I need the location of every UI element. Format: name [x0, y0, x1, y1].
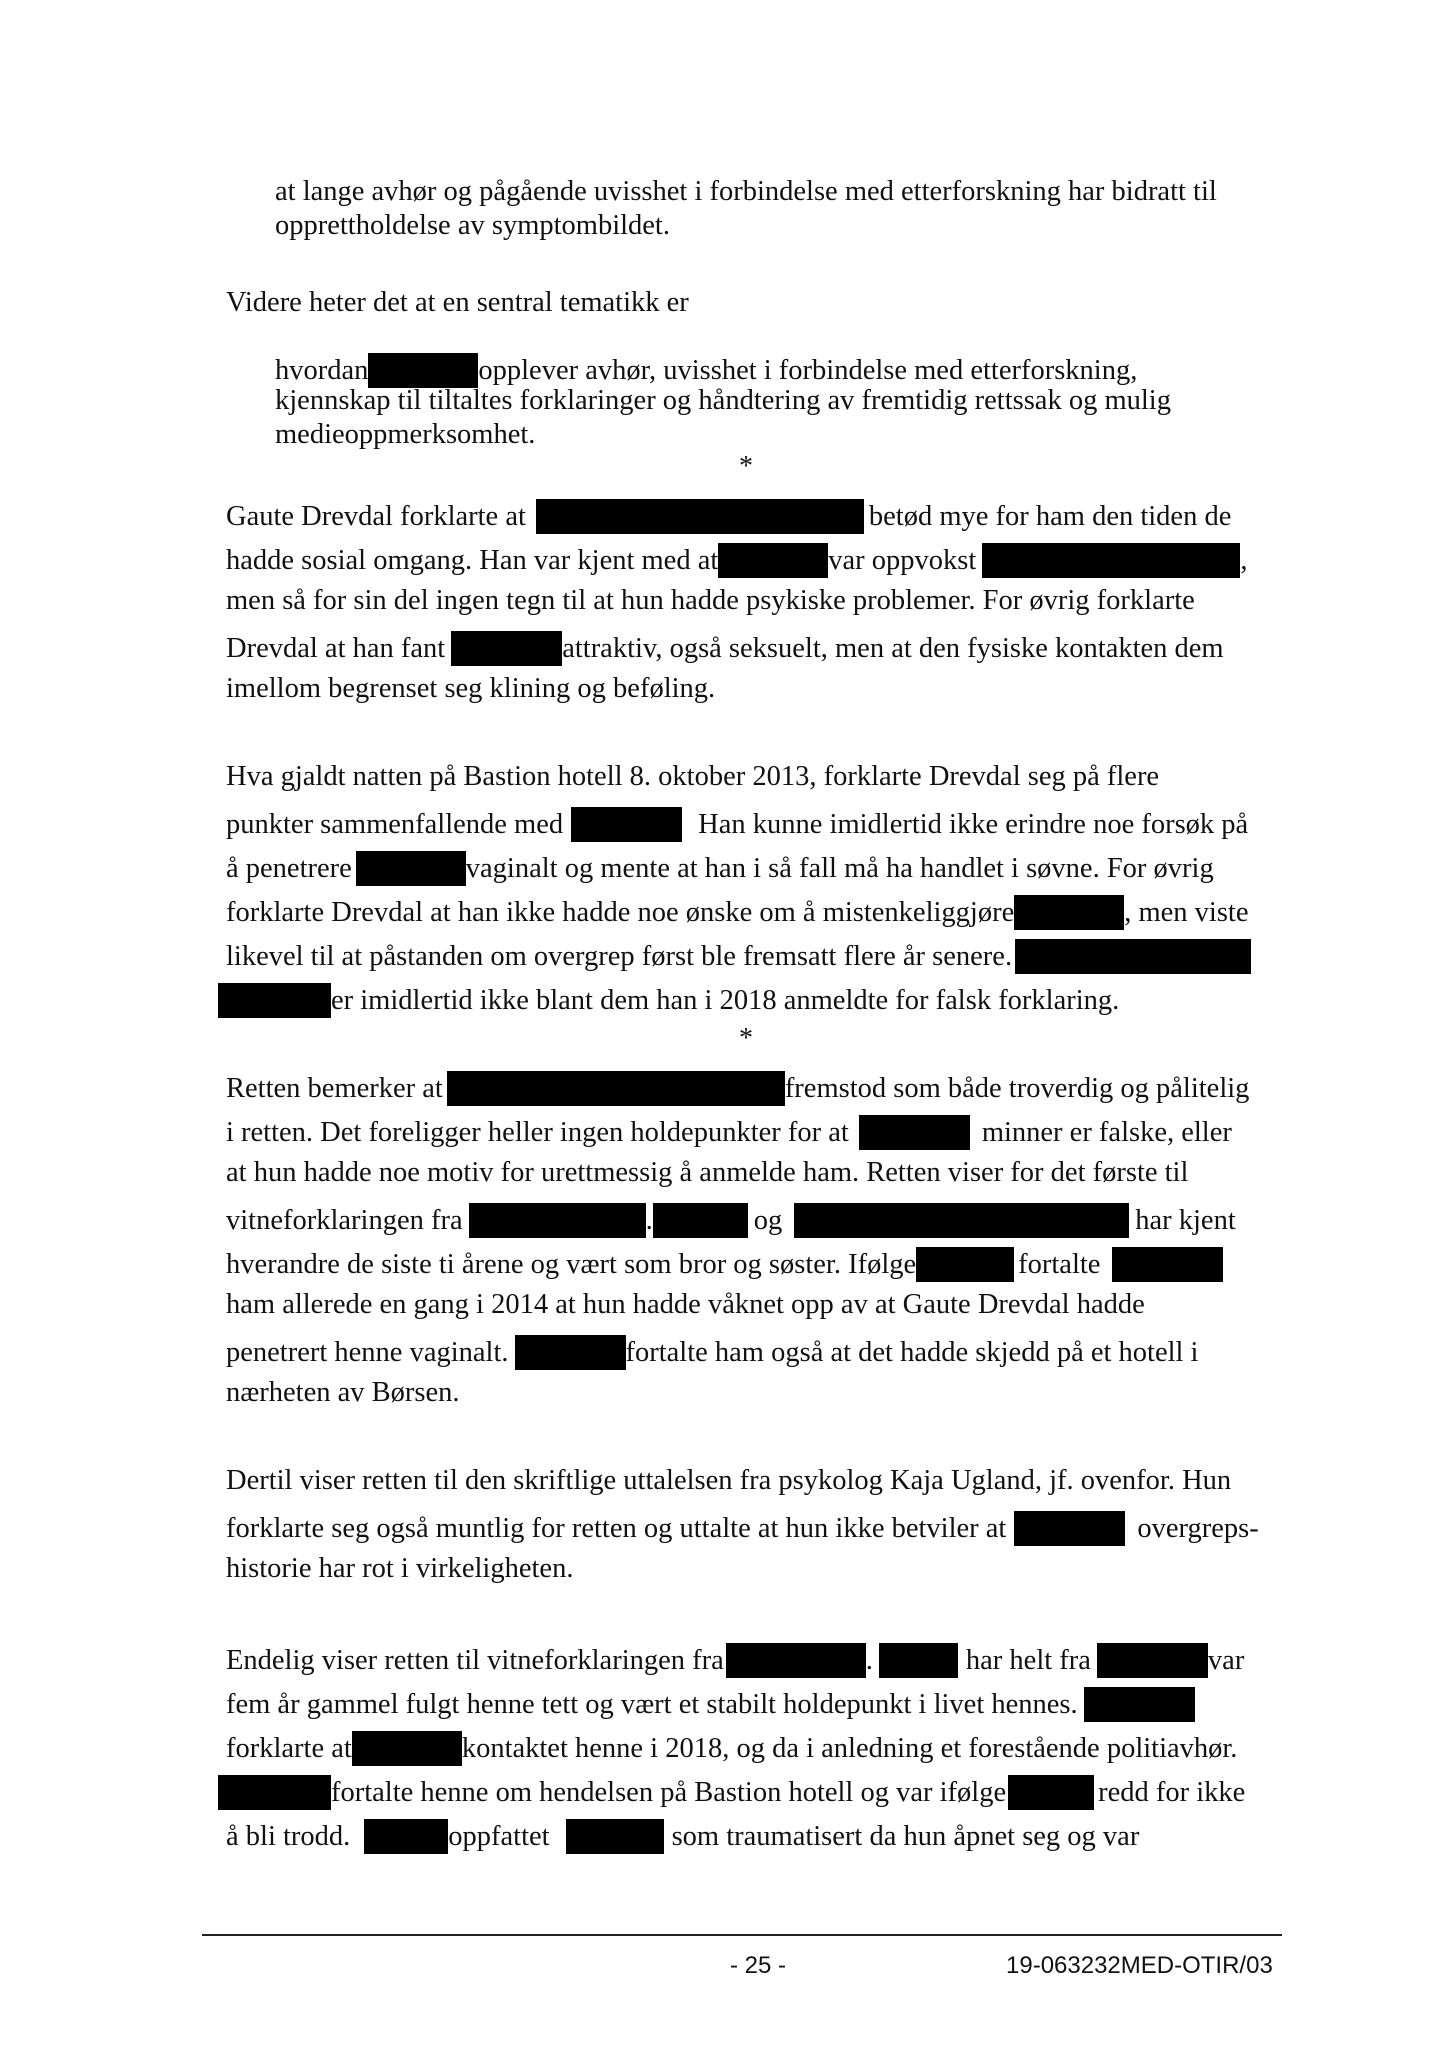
text-line: er imidlertid ikke blant dem han i 2018 anmeldte for falsk forklaring.	[218, 983, 1119, 1018]
text-line: historie har rot i virkeligheten.	[226, 1553, 574, 1584]
text-line: Drevdal at han fant attraktiv, også seksuelt, men at den fysiske kontakten dem	[226, 633, 1224, 664]
redaction-box	[536, 499, 864, 534]
redaction-box	[515, 1335, 626, 1370]
footer-rule	[202, 1934, 1282, 1936]
text-line: likevel til at påstanden om overgrep først ble fremsatt flere år senere.	[226, 939, 1251, 974]
text-line: forklarte at kontaktet henne i 2018, og da i anledning et forestående politiavhør.	[226, 1733, 1238, 1764]
text-line: penetrert henne vaginalt. fortalte ham også at det hadde skjedd på et hotell i	[226, 1337, 1199, 1368]
text-line: forklarte Drevdal at han ikke hadde noe ønske om å mistenkeliggjøre , men viste	[226, 897, 1249, 928]
redaction-box	[653, 1203, 748, 1238]
text-line: å bli trodd. oppfattet som traumatisert da hun åpnet seg og var	[226, 1821, 1140, 1852]
redaction-box	[859, 1115, 970, 1150]
redaction-box	[1008, 1775, 1094, 1810]
redaction-box	[1014, 895, 1124, 930]
redaction-box	[1015, 939, 1251, 974]
text-line: hadde sosial omgang. Han var kjent med at var oppvokst ,	[226, 545, 1248, 576]
text-line: imellom begrenset seg klining og beføling.	[226, 673, 716, 704]
text-line: vitneforklaringen fra . og har kjent	[226, 1205, 1236, 1236]
redaction-box	[451, 631, 562, 666]
text-line: men så for sin del ingen tegn til at hun hadde psykiske problemer. For øvrig forklarte	[226, 585, 1195, 616]
redaction-box	[1084, 1687, 1195, 1722]
quote-line: hvordan opplever avhør, uvisshet i forbindelse med etterforskning,	[275, 355, 1138, 386]
text-line: Videre heter det at en sentral tematikk er	[226, 287, 689, 318]
text-line: ham allerede en gang i 2014 at hun hadde våknet opp av at Gaute Drevdal hadde	[226, 1289, 1145, 1320]
text-line: i retten. Det foreligger heller ingen holdepunkter for at minner er falske, eller	[226, 1117, 1232, 1148]
redaction-box	[364, 1819, 448, 1854]
redaction-box	[447, 1071, 785, 1106]
redaction-box	[352, 1731, 462, 1766]
section-separator: *	[739, 451, 753, 482]
page-number: - 25 -	[730, 1952, 787, 1979]
text-line: Hva gjaldt natten på Bastion hotell 8. oktober 2013, forklarte Drevdal seg på flere	[226, 761, 1160, 792]
redaction-box	[571, 807, 682, 842]
redaction-box	[1112, 1247, 1223, 1282]
redaction-box	[879, 1643, 958, 1678]
quote-line: at lange avhør og pågående uvisshet i forbindelse med etterforskning har bidratt til	[275, 176, 1217, 207]
redaction-box	[916, 1247, 1014, 1282]
redaction-box	[794, 1203, 1129, 1238]
redaction-box	[726, 1643, 866, 1678]
redaction-box	[469, 1203, 646, 1238]
text-line: at hun hadde noe motiv for urettmessig å anmelde ham. Retten viser for det første til	[226, 1157, 1189, 1188]
text-line: Endelig viser retten til vitneforklaringen fra . har helt fra var	[226, 1645, 1245, 1676]
text-line: Dertil viser retten til den skriftlige uttalelsen fra psykolog Kaja Ugland, jf. ovenfor. Hun	[226, 1465, 1232, 1496]
redaction-box	[218, 1775, 331, 1810]
text-line: Gaute Drevdal forklarte at betød mye for ham den tiden de	[226, 501, 1232, 532]
quote-line: kjennskap til tiltaltes forklaringer og håndtering av fremtidig rettssak og mulig	[275, 385, 1171, 416]
text-line: fortalte henne om hendelsen på Bastion hotell og var ifølge redd for ikke	[218, 1775, 1245, 1810]
text-line: punkter sammenfallende med Han kunne imidlertid ikke erindre noe forsøk på	[226, 809, 1249, 840]
redaction-box	[982, 543, 1240, 578]
redaction-box	[566, 1819, 664, 1854]
text-line: å penetrere vaginalt og mente at han i så fall må ha handlet i søvne. For øvrig	[226, 853, 1214, 884]
redaction-box	[718, 543, 828, 578]
text-line: hverandre de siste ti årene og vært som bror og søster. Ifølge fortalte	[226, 1247, 1223, 1282]
case-number: 19-063232MED-OTIR/03	[1006, 1952, 1273, 1979]
text-line: forklarte seg også muntlig for retten og uttalte at hun ikke betviler at overgreps-	[226, 1513, 1259, 1544]
quote-line: medieoppmerksomhet.	[275, 419, 536, 450]
redaction-box	[1097, 1643, 1208, 1678]
redaction-box	[368, 353, 478, 388]
text-line: Retten bemerker at fremstod som både troverdig og pålitelig	[226, 1073, 1250, 1104]
quote-line: opprettholdelse av symptombildet.	[275, 210, 670, 241]
redaction-box	[218, 983, 331, 1018]
section-separator: *	[739, 1023, 753, 1054]
redaction-box	[1014, 1511, 1125, 1546]
text-line: fem år gammel fulgt henne tett og vært et stabilt holdepunkt i livet hennes.	[226, 1687, 1195, 1722]
redaction-box	[356, 851, 466, 886]
text-line: nærheten av Børsen.	[226, 1377, 460, 1408]
